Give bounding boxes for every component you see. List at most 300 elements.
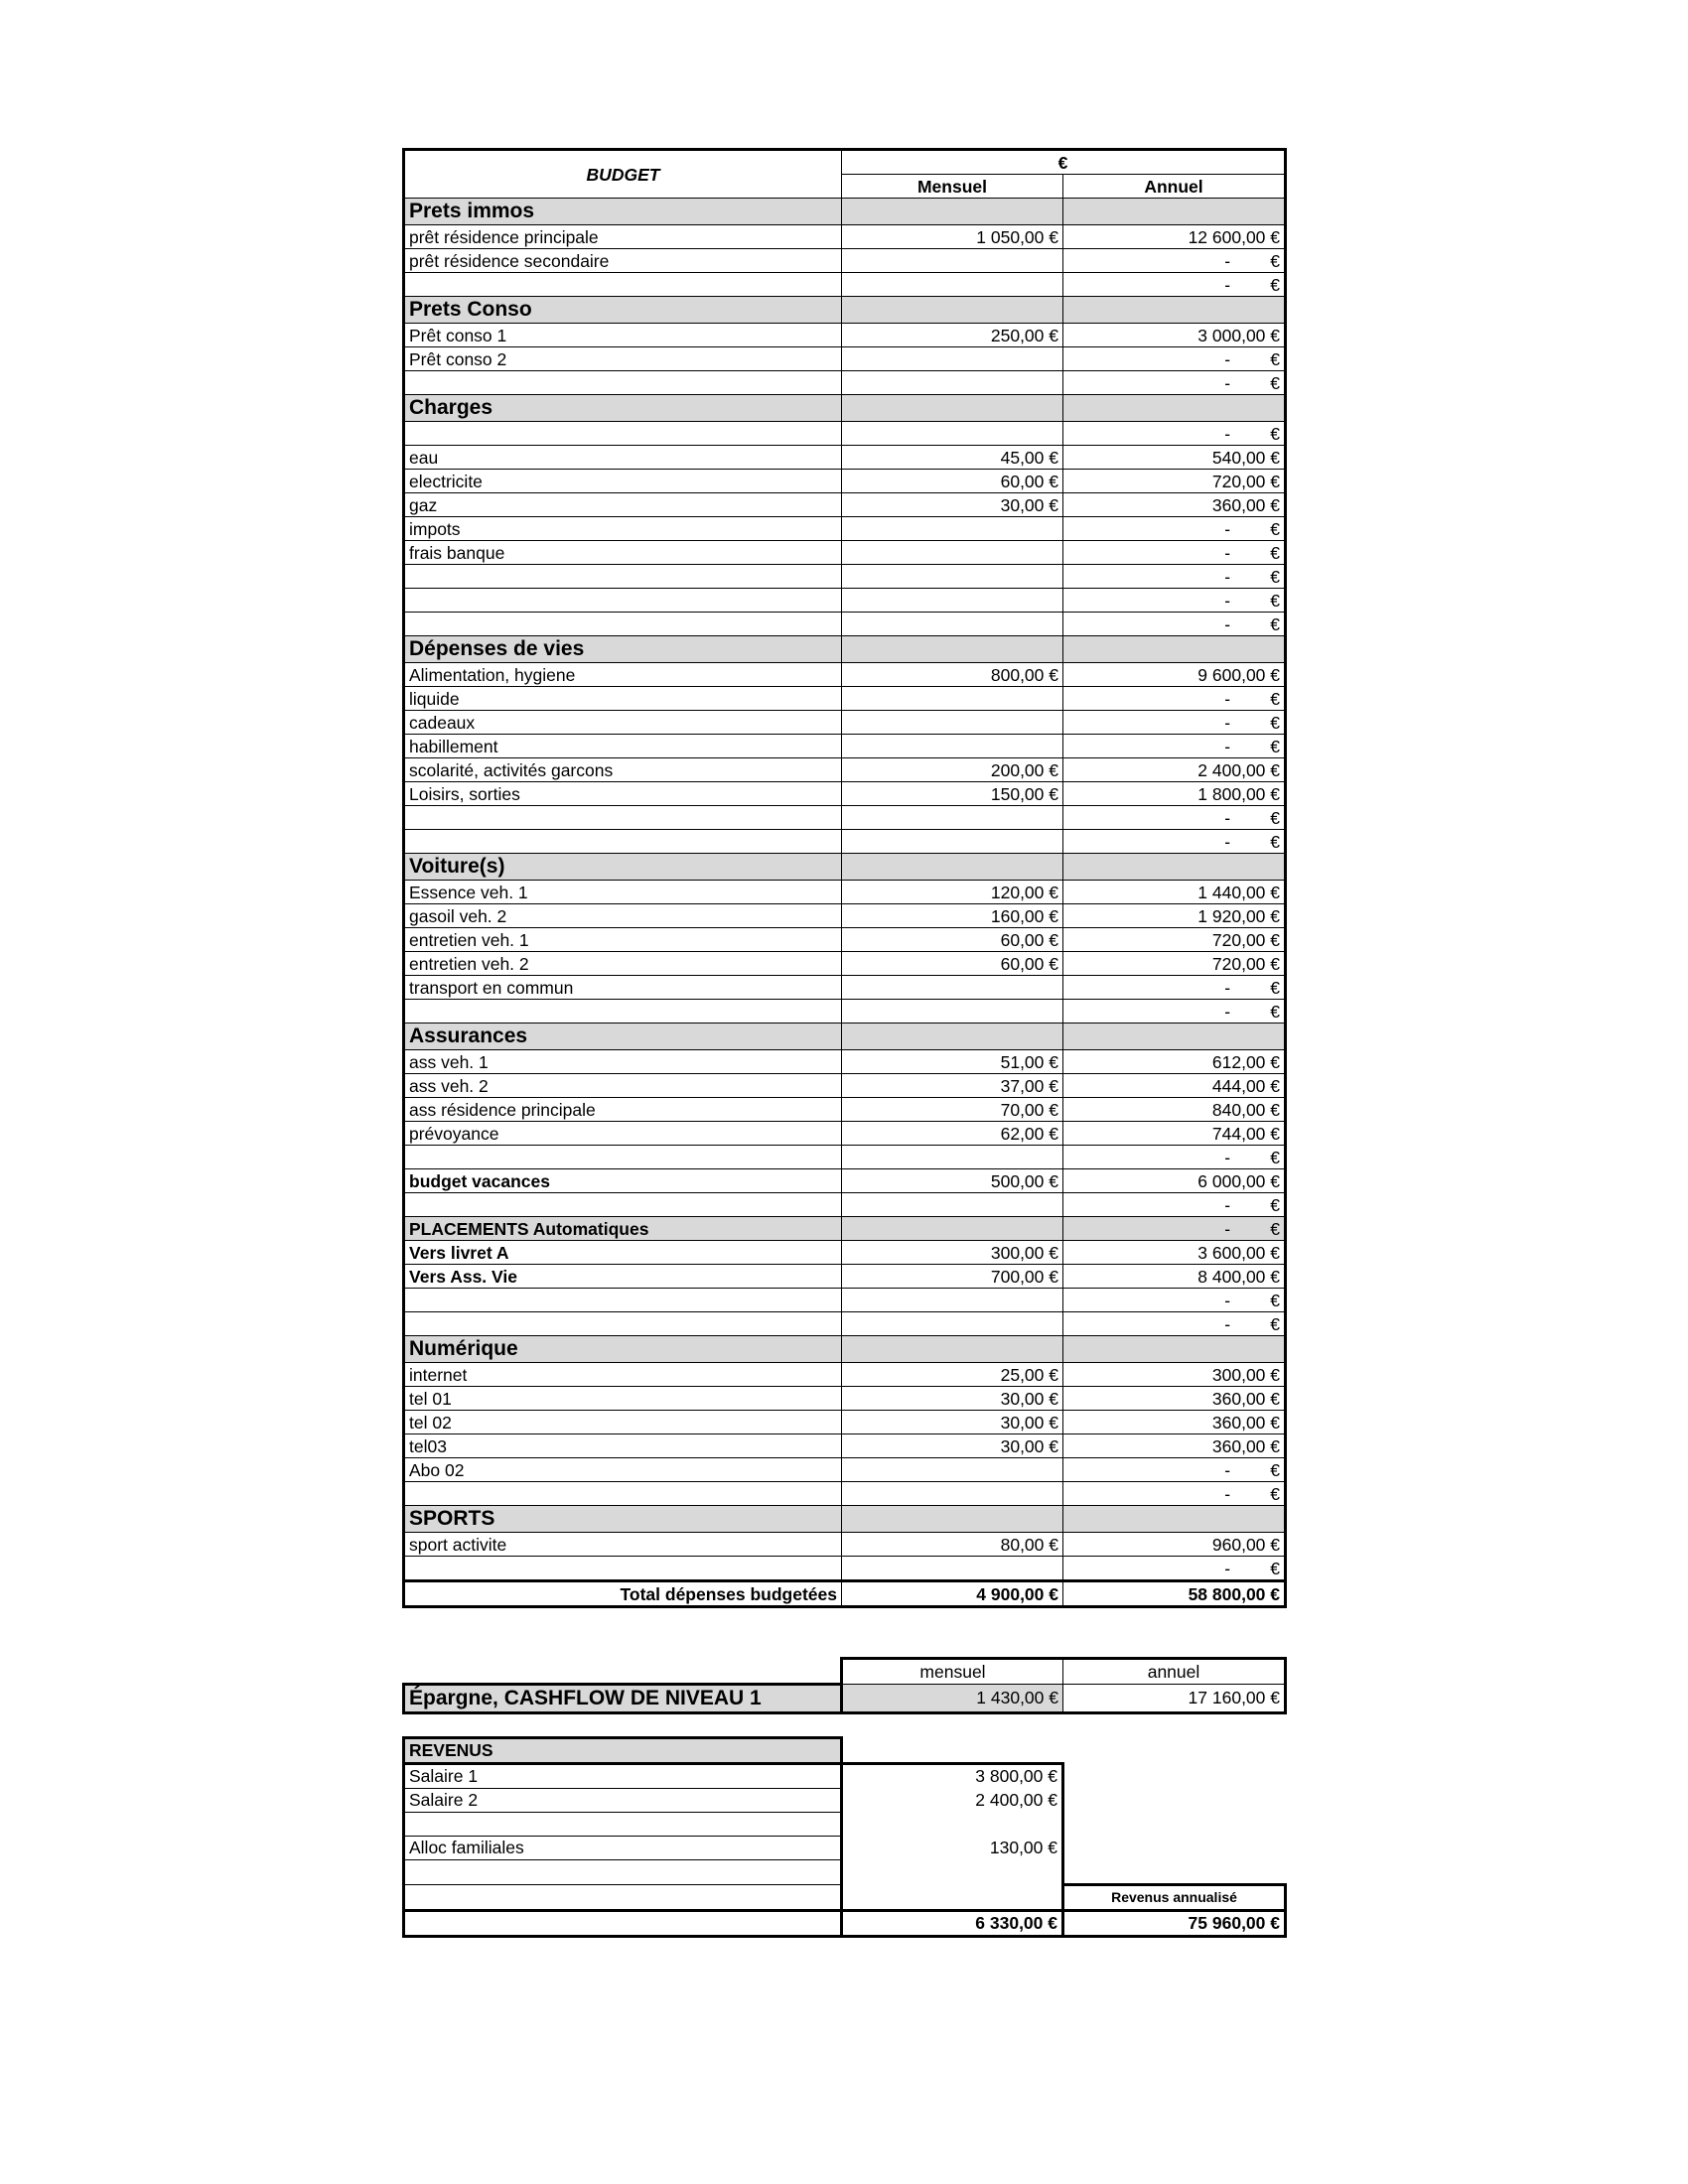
monthly-value: 51,00 €	[842, 1050, 1063, 1074]
annual-value: 720,00 €	[1063, 952, 1286, 976]
revenus-header-spacer-2	[1063, 1738, 1286, 1764]
revenus-monthly	[842, 1813, 1063, 1837]
row-label	[404, 1482, 842, 1506]
annual-value: 720,00 €	[1063, 470, 1286, 493]
row-label: scolarité, activités garcons	[404, 758, 842, 782]
annual-value-empty	[1063, 249, 1286, 273]
row-label: Essence veh. 1	[404, 881, 842, 904]
revenus-label: Alloc familiales	[404, 1837, 842, 1860]
revenus-label	[404, 1884, 842, 1910]
budget-row	[404, 952, 1286, 976]
row-label: Loisirs, sorties	[404, 782, 842, 806]
row-label: habillement	[404, 735, 842, 758]
budget-row	[404, 273, 1286, 297]
row-label: prévoyance	[404, 1122, 842, 1146]
monthly-value	[842, 422, 1063, 446]
zero-dash: -	[1224, 590, 1231, 611]
budget-row	[404, 1265, 1286, 1289]
budget-row	[404, 347, 1286, 371]
monthly-value: 200,00 €	[842, 758, 1063, 782]
annual-value-empty	[1063, 711, 1286, 735]
annual-value: 744,00 €	[1063, 1122, 1286, 1146]
annual-value: 8 400,00 €	[1063, 1265, 1286, 1289]
annual-value: 444,00 €	[1063, 1074, 1286, 1098]
revenus-row	[404, 1837, 1286, 1860]
row-label: cadeaux	[404, 711, 842, 735]
total-row	[404, 1581, 1286, 1607]
row-label: tel03	[404, 1434, 842, 1458]
euro-sign: €	[1270, 1290, 1281, 1310]
zero-dash: -	[1224, 1459, 1231, 1480]
budget-row	[404, 1411, 1286, 1434]
revenus-row	[404, 1813, 1286, 1837]
zero-dash: -	[1224, 1147, 1231, 1167]
budget-row	[404, 324, 1286, 347]
zero-dash: -	[1224, 977, 1231, 998]
revenus-monthly: 130,00 €	[842, 1837, 1063, 1860]
annual-value-empty	[1063, 806, 1286, 830]
zero-dash: -	[1224, 1313, 1231, 1334]
monthly-value	[842, 830, 1063, 854]
header-row	[404, 150, 1286, 175]
row-label	[404, 806, 842, 830]
savings-values-row	[404, 1685, 1286, 1713]
savings-table	[402, 1657, 1287, 1714]
annual-value: 360,00 €	[1063, 1387, 1286, 1411]
annual-column-header: Annuel	[1063, 175, 1286, 199]
budget-row	[404, 517, 1286, 541]
euro-sign: €	[1270, 372, 1281, 393]
row-label	[404, 371, 842, 395]
annual-value-empty	[1063, 517, 1286, 541]
row-label: electricite	[404, 470, 842, 493]
row-label: Vers Ass. Vie	[404, 1265, 842, 1289]
monthly-value: 80,00 €	[842, 1533, 1063, 1557]
revenus-title: REVENUS	[404, 1738, 842, 1764]
monthly-value: 30,00 €	[842, 493, 1063, 517]
annual-value	[1063, 1506, 1286, 1533]
budget-row	[404, 782, 1286, 806]
euro-sign: €	[1270, 250, 1281, 271]
budget-row	[404, 1533, 1286, 1557]
row-label: transport en commun	[404, 976, 842, 1000]
revenus-total-spacer	[404, 1910, 842, 1936]
euro-sign: €	[1270, 566, 1281, 587]
annual-value-empty	[1063, 273, 1286, 297]
savings-monthly: 1 430,00 €	[842, 1685, 1063, 1713]
monthly-value	[842, 1024, 1063, 1050]
budget-row	[404, 470, 1286, 493]
euro-sign: €	[1270, 831, 1281, 852]
section-label: Dépenses de vies	[404, 636, 842, 663]
annual-value-empty	[1063, 1000, 1286, 1024]
savings-header-row	[404, 1659, 1286, 1685]
zero-dash: -	[1224, 736, 1231, 756]
monthly-value	[842, 1312, 1063, 1336]
annual-value-empty	[1063, 735, 1286, 758]
zero-dash: -	[1224, 1558, 1231, 1578]
row-label: gasoil veh. 2	[404, 904, 842, 928]
monthly-value	[842, 199, 1063, 225]
budget-row	[404, 1458, 1286, 1482]
monthly-value: 45,00 €	[842, 446, 1063, 470]
monthly-value: 60,00 €	[842, 928, 1063, 952]
revenus-table	[402, 1736, 1287, 1938]
budget-row	[404, 1387, 1286, 1411]
annual-value-empty	[1063, 1557, 1286, 1581]
monthly-value: 250,00 €	[842, 324, 1063, 347]
row-label	[404, 1000, 842, 1024]
budget-row	[404, 1557, 1286, 1581]
monthly-value	[842, 1557, 1063, 1581]
annual-value: 720,00 €	[1063, 928, 1286, 952]
row-label: entretien veh. 2	[404, 952, 842, 976]
monthly-value	[842, 687, 1063, 711]
row-label: liquide	[404, 687, 842, 711]
monthly-value	[842, 711, 1063, 735]
section-label: Assurances	[404, 1024, 842, 1050]
revenus-monthly: 3 800,00 €	[842, 1764, 1063, 1789]
zero-dash: -	[1224, 250, 1231, 271]
monthly-value: 1 050,00 €	[842, 225, 1063, 249]
monthly-value: 300,00 €	[842, 1241, 1063, 1265]
annual-value: 6 000,00 €	[1063, 1169, 1286, 1193]
euro-sign: €	[1270, 807, 1281, 828]
row-label	[404, 1312, 842, 1336]
budget-row	[404, 1169, 1286, 1193]
annual-value: 300,00 €	[1063, 1363, 1286, 1387]
budget-row	[404, 976, 1286, 1000]
section-header-prets-immos	[404, 199, 1286, 225]
annual-value-empty	[1063, 371, 1286, 395]
euro-sign: €	[1270, 348, 1281, 369]
budget-row	[404, 422, 1286, 446]
annual-value: 840,00 €	[1063, 1098, 1286, 1122]
euro-sign: €	[1270, 688, 1281, 709]
revenus-spacer	[1063, 1764, 1286, 1789]
budget-title: BUDGET	[404, 150, 842, 199]
monthly-value: 70,00 €	[842, 1098, 1063, 1122]
revenus-monthly	[842, 1884, 1063, 1910]
budget-table	[402, 148, 1287, 1608]
monthly-value	[842, 1000, 1063, 1024]
section-label: Numérique	[404, 1336, 842, 1363]
zero-dash: -	[1224, 807, 1231, 828]
annual-value: 540,00 €	[1063, 446, 1286, 470]
revenus-label: Salaire 1	[404, 1764, 842, 1789]
zero-dash: -	[1224, 831, 1231, 852]
monthly-value	[842, 1146, 1063, 1169]
row-label: internet	[404, 1363, 842, 1387]
monthly-value: 30,00 €	[842, 1387, 1063, 1411]
euro-sign: €	[1270, 1313, 1281, 1334]
revenus-row	[404, 1764, 1286, 1789]
row-label: Abo 02	[404, 1458, 842, 1482]
monthly-value: 120,00 €	[842, 881, 1063, 904]
euro-sign: €	[1270, 274, 1281, 295]
budget-row	[404, 1289, 1286, 1312]
row-label	[404, 1289, 842, 1312]
monthly-value: 62,00 €	[842, 1122, 1063, 1146]
row-label: prêt résidence principale	[404, 225, 842, 249]
annual-value: 612,00 €	[1063, 1050, 1286, 1074]
row-label: Vers livret A	[404, 1241, 842, 1265]
row-label: sport activite	[404, 1533, 842, 1557]
budget-row	[404, 904, 1286, 928]
row-label	[404, 1193, 842, 1217]
section-header-depenses-de-vies	[404, 636, 1286, 663]
annual-value: 1 920,00 €	[1063, 904, 1286, 928]
euro-sign: €	[1270, 1194, 1281, 1215]
monthly-value	[842, 854, 1063, 881]
zero-dash: -	[1224, 1194, 1231, 1215]
annual-value: 9 600,00 €	[1063, 663, 1286, 687]
row-label: eau	[404, 446, 842, 470]
row-label	[404, 1146, 842, 1169]
section-label: PLACEMENTS Automatiques	[404, 1217, 842, 1241]
zero-dash: -	[1224, 372, 1231, 393]
total-label: Total dépenses budgetées	[404, 1581, 842, 1607]
annual-value-empty	[1063, 1458, 1286, 1482]
row-label: tel 01	[404, 1387, 842, 1411]
euro-sign: €	[1270, 1483, 1281, 1504]
row-label	[404, 1557, 842, 1581]
monthly-value: 150,00 €	[842, 782, 1063, 806]
budget-row	[404, 928, 1286, 952]
row-label	[404, 613, 842, 636]
row-label	[404, 273, 842, 297]
savings-label: Épargne, CASHFLOW DE NIVEAU 1	[404, 1685, 842, 1713]
monthly-value: 30,00 €	[842, 1411, 1063, 1434]
row-label: Prêt conso 2	[404, 347, 842, 371]
budget-row	[404, 225, 1286, 249]
revenus-body	[404, 1738, 1286, 1937]
row-label: budget vacances	[404, 1169, 842, 1193]
annual-value-empty	[1063, 1289, 1286, 1312]
annual-value-empty	[1063, 613, 1286, 636]
annual-value-empty	[1063, 1482, 1286, 1506]
revenus-row	[404, 1884, 1286, 1910]
monthly-value	[842, 1506, 1063, 1533]
monthly-value	[842, 1458, 1063, 1482]
section-label: Prets Conso	[404, 297, 842, 324]
euro-sign: €	[1270, 518, 1281, 539]
budget-row	[404, 1193, 1286, 1217]
zero-dash: -	[1224, 423, 1231, 444]
zero-dash: -	[1224, 542, 1231, 563]
euro-sign: €	[1270, 542, 1281, 563]
annual-value: 3 600,00 €	[1063, 1241, 1286, 1265]
annual-value-empty	[1063, 541, 1286, 565]
monthly-value	[842, 806, 1063, 830]
monthly-value	[842, 613, 1063, 636]
zero-dash: -	[1224, 712, 1231, 733]
revenus-total-annual: 75 960,00 €	[1063, 1910, 1286, 1936]
row-label: frais banque	[404, 541, 842, 565]
budget-row	[404, 371, 1286, 395]
revenus-total-row	[404, 1910, 1286, 1936]
monthly-value: 800,00 €	[842, 663, 1063, 687]
revenus-header-spacer	[842, 1738, 1063, 1764]
monthly-value	[842, 541, 1063, 565]
annual-value-empty	[1063, 1312, 1286, 1336]
monthly-value	[842, 565, 1063, 589]
annual-value-empty	[1063, 830, 1286, 854]
annual-value: 2 400,00 €	[1063, 758, 1286, 782]
revenus-monthly	[842, 1860, 1063, 1885]
budget-row	[404, 735, 1286, 758]
monthly-value	[842, 517, 1063, 541]
annual-value: 960,00 €	[1063, 1533, 1286, 1557]
euro-sign: €	[1270, 1147, 1281, 1167]
annual-value-empty	[1063, 565, 1286, 589]
monthly-value: 60,00 €	[842, 470, 1063, 493]
row-label: ass veh. 1	[404, 1050, 842, 1074]
row-label: ass veh. 2	[404, 1074, 842, 1098]
annual-value-empty	[1063, 976, 1286, 1000]
monthly-value	[842, 589, 1063, 613]
zero-dash: -	[1224, 518, 1231, 539]
budget-row	[404, 249, 1286, 273]
revenus-monthly: 2 400,00 €	[842, 1789, 1063, 1813]
budget-row	[404, 1146, 1286, 1169]
revenus-spacer	[1063, 1813, 1286, 1837]
annual-value-empty	[1063, 347, 1286, 371]
euro-sign: €	[1270, 614, 1281, 634]
monthly-value: 60,00 €	[842, 952, 1063, 976]
monthly-value	[842, 297, 1063, 324]
row-label	[404, 565, 842, 589]
monthly-value	[842, 273, 1063, 297]
section-header-charges	[404, 395, 1286, 422]
revenus-spacer	[1063, 1860, 1286, 1885]
annual-value-empty	[1063, 422, 1286, 446]
zero-dash: -	[1224, 1001, 1231, 1022]
euro-sign: €	[1270, 1218, 1281, 1239]
budget-row	[404, 1434, 1286, 1458]
budget-row	[404, 613, 1286, 636]
monthly-value	[842, 1193, 1063, 1217]
revenus-label: Salaire 2	[404, 1789, 842, 1813]
revenus-annual-label: Revenus annualisé	[1063, 1884, 1286, 1910]
monthly-value: 25,00 €	[842, 1363, 1063, 1387]
budget-row	[404, 589, 1286, 613]
total-annual: 58 800,00 €	[1063, 1581, 1286, 1607]
monthly-value	[842, 976, 1063, 1000]
zero-dash: -	[1224, 614, 1231, 634]
monthly-value: 30,00 €	[842, 1434, 1063, 1458]
revenus-spacer	[1063, 1789, 1286, 1813]
annual-value: 1 800,00 €	[1063, 782, 1286, 806]
budget-row	[404, 663, 1286, 687]
monthly-value: 160,00 €	[842, 904, 1063, 928]
row-label: gaz	[404, 493, 842, 517]
row-label	[404, 589, 842, 613]
budget-row	[404, 830, 1286, 854]
revenus-header-row	[404, 1738, 1286, 1764]
section-header-assurances	[404, 1024, 1286, 1050]
row-label: ass résidence principale	[404, 1098, 842, 1122]
budget-row	[404, 1363, 1286, 1387]
euro-sign: €	[1270, 977, 1281, 998]
budget-row	[404, 758, 1286, 782]
euro-sign: €	[1270, 736, 1281, 756]
monthly-value	[842, 249, 1063, 273]
annual-value-empty	[1063, 589, 1286, 613]
budget-row	[404, 881, 1286, 904]
annual-value: 360,00 €	[1063, 1434, 1286, 1458]
budget-row	[404, 711, 1286, 735]
section-label: Charges	[404, 395, 842, 422]
section-label: SPORTS	[404, 1506, 842, 1533]
revenus-row	[404, 1789, 1286, 1813]
monthly-value: 700,00 €	[842, 1265, 1063, 1289]
budget-row	[404, 541, 1286, 565]
row-label: tel 02	[404, 1411, 842, 1434]
budget-row	[404, 1122, 1286, 1146]
row-label: Alimentation, hygiene	[404, 663, 842, 687]
row-label: entretien veh. 1	[404, 928, 842, 952]
annual-value-empty	[1063, 1217, 1286, 1241]
monthly-value	[842, 371, 1063, 395]
section-header-prets-conso	[404, 297, 1286, 324]
annual-value	[1063, 854, 1286, 881]
revenus-label	[404, 1860, 842, 1885]
annual-value: 12 600,00 €	[1063, 225, 1286, 249]
budget-row	[404, 806, 1286, 830]
annual-value: 360,00 €	[1063, 493, 1286, 517]
monthly-value	[842, 1289, 1063, 1312]
savings-annual: 17 160,00 €	[1063, 1685, 1286, 1713]
section-label: Prets immos	[404, 199, 842, 225]
annual-value	[1063, 1024, 1286, 1050]
budget-row	[404, 1074, 1286, 1098]
budget-row	[404, 1482, 1286, 1506]
row-label	[404, 422, 842, 446]
monthly-value	[842, 395, 1063, 422]
euro-sign: €	[1270, 1001, 1281, 1022]
zero-dash: -	[1224, 1290, 1231, 1310]
annual-value-empty	[1063, 687, 1286, 711]
budget-body	[404, 199, 1286, 1581]
euro-sign: €	[1270, 423, 1281, 444]
annual-value-empty	[1063, 1193, 1286, 1217]
budget-row	[404, 1050, 1286, 1074]
monthly-column-header: Mensuel	[842, 175, 1063, 199]
section-label: Voiture(s)	[404, 854, 842, 881]
annual-value-empty	[1063, 1146, 1286, 1169]
section-header-sports	[404, 1506, 1286, 1533]
euro-sign: €	[1270, 712, 1281, 733]
section-header-voiture-s	[404, 854, 1286, 881]
revenus-total-monthly: 6 330,00 €	[842, 1910, 1063, 1936]
annual-value: 1 440,00 €	[1063, 881, 1286, 904]
budget-row	[404, 1241, 1286, 1265]
annual-value	[1063, 297, 1286, 324]
zero-dash: -	[1224, 566, 1231, 587]
annual-value	[1063, 1336, 1286, 1363]
section-header-placements-automatiques	[404, 1217, 1286, 1241]
total-monthly: 4 900,00 €	[842, 1581, 1063, 1607]
budget-row	[404, 687, 1286, 711]
monthly-value: 500,00 €	[842, 1169, 1063, 1193]
row-label: prêt résidence secondaire	[404, 249, 842, 273]
budget-row	[404, 1000, 1286, 1024]
euro-sign: €	[1270, 1558, 1281, 1578]
budget-row	[404, 493, 1286, 517]
zero-dash: -	[1224, 1218, 1231, 1239]
monthly-value: 37,00 €	[842, 1074, 1063, 1098]
